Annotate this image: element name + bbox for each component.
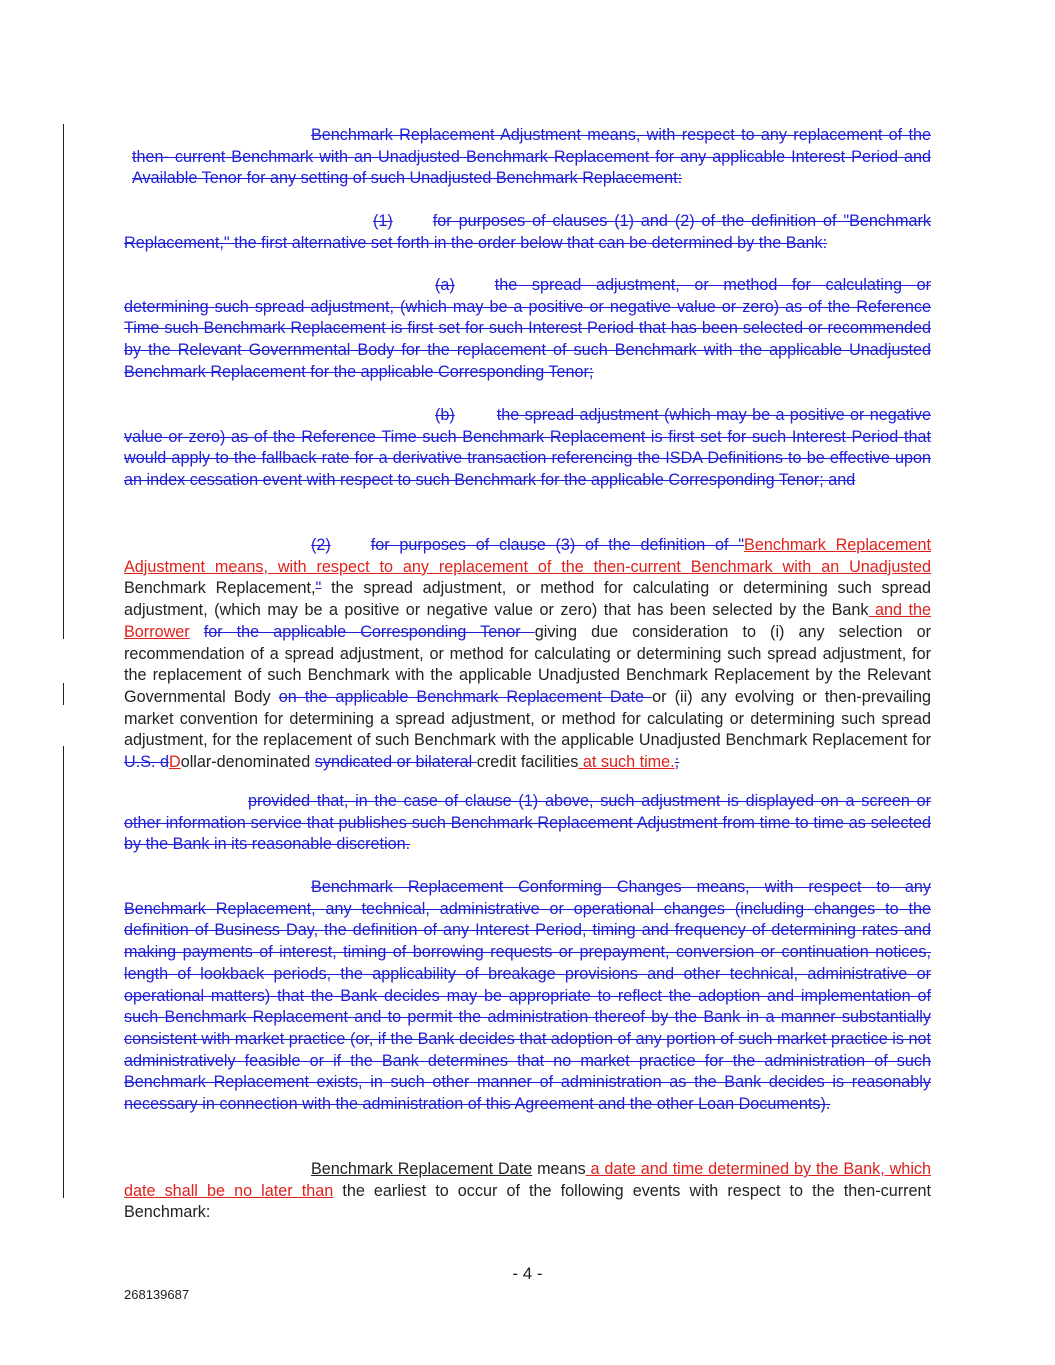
inserted-text: at such time. xyxy=(578,753,675,772)
clause-1 xyxy=(124,211,931,254)
defined-term: Benchmark Replacement Adjustment xyxy=(311,126,581,144)
page-number: - 4 - xyxy=(512,1264,543,1283)
deleted-text: U.S. d xyxy=(124,753,169,772)
body-text: or (ii) any evolving or then-prevailing market convention for determining a spread adjustment, or method for calculating or determining such spread adjustment, for the replacement of such Benchmark with the applicable Unadjusted Benchmark Replacement for xyxy=(124,687,931,750)
clause-number: (2) xyxy=(311,536,331,554)
clause-2 xyxy=(124,535,931,774)
definition-benchmark-replacement-date xyxy=(124,1159,931,1224)
clause-number: (b) xyxy=(435,406,455,424)
inserted-text: and the Borrower xyxy=(124,601,931,641)
change-bar xyxy=(63,683,64,705)
defined-term: Benchmark Replacement Date xyxy=(311,1160,533,1178)
body-text: the earliest to occur of the following events with respect to the then-current Benchmark: xyxy=(124,1181,931,1222)
deleted-text: on the applicable Benchmark Replacement Date xyxy=(278,687,653,706)
deleted-text: for purposes of clause (3) of the definition of " xyxy=(370,536,745,554)
body-text: credit facilities xyxy=(476,753,579,772)
deleted-text: syndicated or bilateral xyxy=(314,753,477,772)
clause-number: (1) xyxy=(373,212,393,230)
body-text: giving due consideration to (i) any selection or recommendation of a spread adjustment, or method for calculating or determining such spread adjustment, for the replacement of such Benchmark with the applicable Unadjusted Benchmark Replacement by the Relevant Governmental Body xyxy=(124,622,931,706)
body-text: Benchmark Replacement, xyxy=(124,579,316,598)
clause-b xyxy=(124,405,931,492)
inserted-text: Benchmark Replacement Adjustment means, with respect to any replacement of the then-current Benchmark with an Unadjusted xyxy=(124,536,931,576)
deleted-text: " xyxy=(315,579,322,598)
clause-a xyxy=(124,275,931,384)
defined-term: Benchmark Replacement Conforming Changes xyxy=(311,878,682,896)
inserted-text: a date and time determined by the Bank, which date shall be no later than xyxy=(124,1160,932,1200)
body-text: the spread adjustment, or method for calculating or determining such spread adjustment, (which may be a positive or negative value or zero) that has been selected by the Bank xyxy=(124,579,931,620)
clause-text: for purposes of clauses (1) and (2) of the definition of "Benchmark Replacement," the first alternative set forth in the order below that can be determined by the Bank: xyxy=(124,212,931,252)
body-text xyxy=(190,623,204,641)
clause-number: (a) xyxy=(435,276,455,294)
body-text: means xyxy=(532,1160,586,1178)
clause-text: the spread adjustment (which may be a positive or negative value or zero) as of the Reference Time such Benchmark Replacement is first set for such Interest Period that would apply to the fallback rate for a derivative transaction referencing the ISDA Definitions to be effective upon an index cessation event with respect to such Benchmark for the applicable Corresponding Tenor; and xyxy=(124,406,931,490)
change-bar xyxy=(63,746,64,1198)
definition-benchmark-replacement-adjustment xyxy=(132,125,931,190)
definition-text: means, with respect to any Benchmark Replacement, any technical, administrative or operational changes (including changes to the definition of Business Day, the definition of any Interest Period, timing and frequency of determining rates and making payments of interest, timing of borrowing requests or prepayment, conversion or continuation notices, length of lookback periods, the applicability of breakage provisions and other technical, administrative or operational matters) that the Bank decides may be appropriate to reflect the adoption and implementation of such Benchmark Replacement and to permit the administration thereof by the Bank in a manner substantially consistent with market practice (or, if the Bank decides that adoption of any portion of such market practice is not administratively feasible or if the Bank determines that no market practice for the administration of such Benchmark Replacement exists, in such other manner of administration as the Bank decides is reasonably necessary in connection with the administration of this Agreement and the other Loan Documents). xyxy=(124,878,931,1114)
document-id: 268139687 xyxy=(124,1287,190,1302)
deleted-text: ; xyxy=(674,753,680,772)
clause-text: the spread adjustment, or method for calculating or determining such spread adjustment, (which may be a positive or negative value or zero) as of the Reference Time such Benchmark Replacement is first set for such Interest Period that has been selected or recommended by the Relevant Governmental Body for the replacement of such Benchmark with the applicable Unadjusted Benchmark Replacement for the applicable Corresponding Tenor; xyxy=(124,276,931,381)
deleted-text: for the applicable Corresponding Tenor xyxy=(203,622,535,641)
definition-benchmark-replacement-conforming-changes xyxy=(124,877,931,1116)
change-bar xyxy=(63,124,64,639)
inserted-text: D xyxy=(168,753,181,772)
proviso xyxy=(124,791,931,856)
proviso-text: provided that, in the case of clause (1) above, such adjustment is displayed on a screen or other information service that publishes such Benchmark Replacement Adjustment from time to time as selected by the Bank in its reasonable discretion. xyxy=(124,792,931,854)
body-text: ollar-denominated xyxy=(180,753,315,772)
definition-text: means, with respect to any replacement of the then- current Benchmark with an Unadjusted Benchmark Replacement for any applicable Interest Period and Available Tenor for any setting of such Unadjusted Benchmark Replacement: xyxy=(132,126,931,188)
